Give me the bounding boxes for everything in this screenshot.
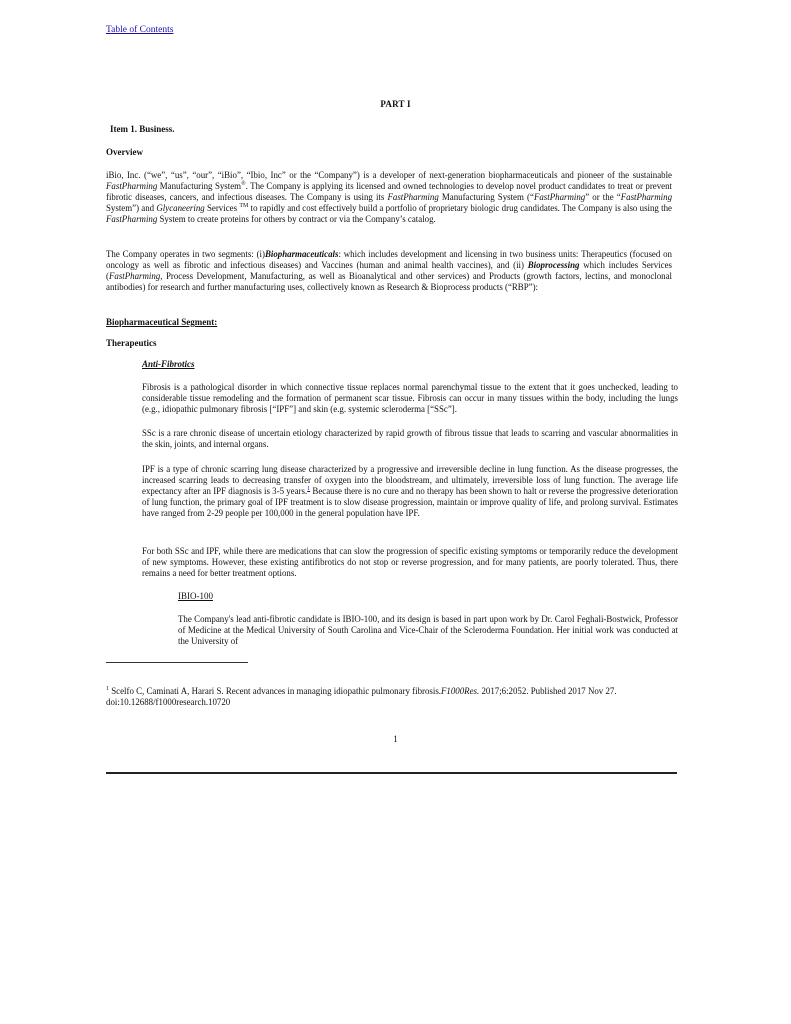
- ipf-paragraph: IPF is a type of chronic scarring lung disease characterized by a progressive and irreversible decline in lung function. As the disease progresses, the increased scarring leads to decreasing transfer of oxygen into the bloodstream, and ultimately, irreversible loss of lung function. The average life expectancy after an IPF diagnosis is 3-5 years.$^1$ Because there is no cure and no therapy has been shown to halt or reverse the progressive deterioration of lung function, the primary goal of IPF treatment is to slow disease progression, maintain or improve quality of life, and prolong survival. Estimates have ranged from 2-29 people per 100,000 in the general population have IPF.: [142, 464, 678, 518]
- footnote-1-link[interactable]: 1: [307, 486, 311, 493]
- ibio-100-heading: IBIO-100: [178, 591, 213, 601]
- ssc-paragraph: SSc is a rare chronic disease of uncertain etiology characterized by rapid growth of fibrous tissue that leads to scarring and vascular abnormalities in the skin, joints, and internal organs.: [142, 428, 678, 449]
- fibrosis-paragraph: Fibrosis is a pathological disorder in which connective tissue replaces normal parenchymal tissue to the extent that it goes unchecked, leading to considerable tissue remodeling and the formation of permanent scar tissue. Fibrosis can occur in many tissues within the body, including the lungs (e.g., idiopathic pulmonary fibrosis [“IPF”] and skin (e.g. systemic scleroderma [“SSc”].: [142, 382, 678, 414]
- overview-paragraph: iBio, Inc. (“we”, “us”, “our”, “iBio”, “Ibio, Inc” or the “Company”) is a developer of next-generation biopharmaceuticals and pioneer of the sustainable FastPharming Manufacturing System®. The Company is applying its licensed and owned technologies to develop novel product candidates to treat or prevent fibrotic diseases, cancers, and infectious diseases. The Company is using its FastPharming Manufacturing System (“FastPharming” or the “FastPharming System”) and Glycaneering Services ™ to rapidly and cost effectively build a portfolio of proprietary biologic drug candidates. The Company is also using the FastPharming System to create proteins for others by contract or via the Company’s catalog.: [106, 170, 673, 224]
- both-paragraph: For both SSc and IPF, while there are medications that can slow the progression of specific existing symptoms or temporarily reduce the development of new symptoms. However, these existing antifibrotics do not stop or reverse progression, and for many patients, are poorly tolerated. Thus, there remains a need for better treatment options.: [142, 546, 678, 578]
- table-of-contents-link[interactable]: Table of Contents: [106, 25, 174, 35]
- biopharmaceutical-segment-heading: Biopharmaceutical Segment:: [106, 317, 218, 327]
- ibio-100-paragraph: The Company's lead anti-fibrotic candidate is IBIO-100, and its design is based in part upon work by Dr. Carol Feghali-Bostwick, Professor of Medicine at the Medical University of South Carolina and Vice-Chair of the Scleroderma Foundation. Her initial work was conducted at the University of: [178, 614, 678, 646]
- footnote-text: $^1$ Scelfo C, Caminati A, Harari S. Recent advances in managing idiopathic pulmonary fibrosis.F1000Res. 2017;6:2052. Published 2017 Nov 27. doi:10.12688/f1000research.10720: [106, 686, 617, 707]
- footnote-divider: [106, 662, 248, 663]
- page-bottom-rule: [106, 772, 677, 774]
- item-heading: Item 1. Business.: [110, 124, 175, 134]
- therapeutics-heading: Therapeutics: [106, 338, 157, 348]
- anti-fibrotics-heading: Anti-Fibrotics: [142, 359, 195, 369]
- page-number: 1: [393, 734, 398, 744]
- overview-heading: Overview: [106, 147, 143, 157]
- part-heading: PART I: [380, 99, 411, 109]
- segments-paragraph: The Company operates in two segments: (i)Biopharmaceuticals: which includes development and licensing in two business units: Therapeutics (focused on oncology as well as fibrotic and infectious diseases) and Vaccines (human and animal health vaccines), and (ii) Bioprocessing which includes Services (FastPharming, Process Development, Manufacturing, as well as Bioanalytical and other services) and Products (growth factors, lectins, and monoclonal antibodies) for research and further manufacturing uses, collectively known as Research & Bioprocess products (“RBP”):: [106, 249, 672, 292]
